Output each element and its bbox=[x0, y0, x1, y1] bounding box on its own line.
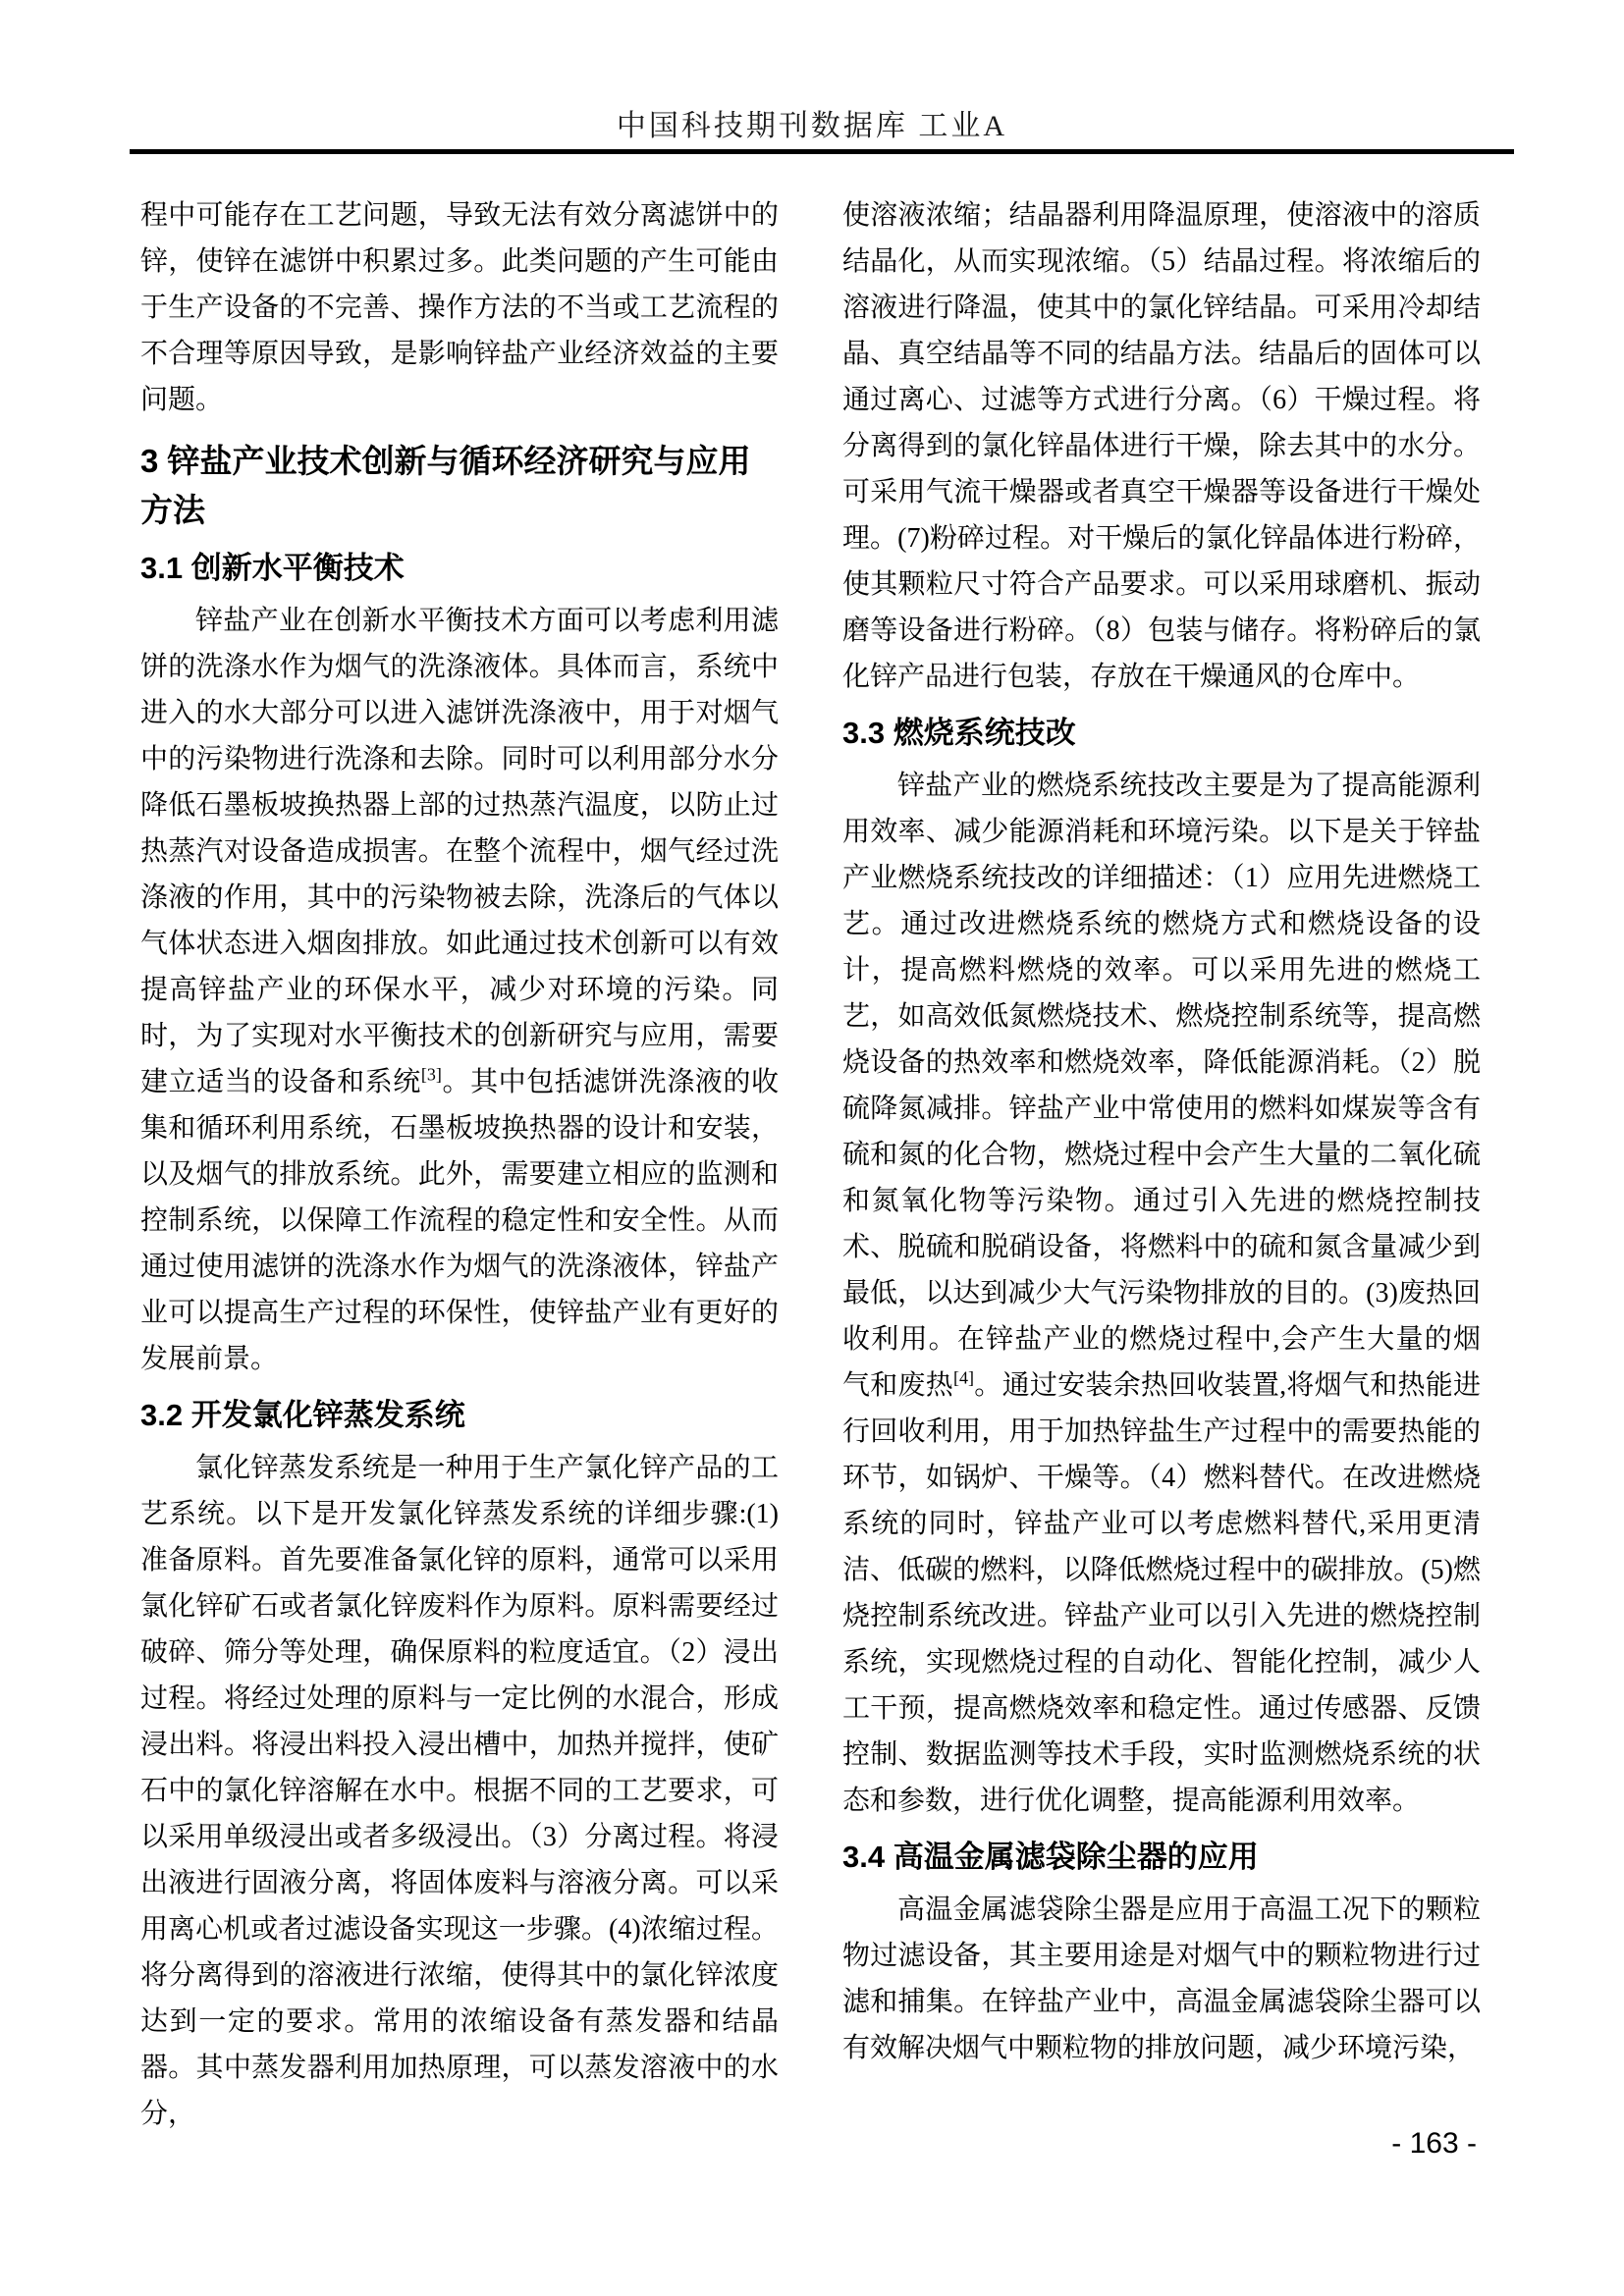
text-run: 3.2 开发氯化锌蒸发系统 bbox=[140, 1398, 465, 1432]
citation-superscript: [4] bbox=[953, 1367, 975, 1388]
text-run: 使溶液浓缩；结晶器利用降温原理，使溶液中的溶质结晶化，从而实现浓缩。（5）结晶过程。将浓缩后的溶液进行降温，使其中的氯化锌结晶。可采用冷却结晶、真空结晶等不同的结晶方法。结晶后的固体可以通过离心、过滤等方式进行分离。（6）干燥过程。将分离得到的氯化锌晶体进行干燥，除去其中的水分。可采用气流干燥器或者真空干燥器等设备进行干燥处理。(7)粉碎过程。对干燥后的氯化锌晶体进行粉碎，使其颗粒尺寸符合产品要求。可以采用球磨机、振动磨等设备进行粉碎。（8）包装与储存。将粉碎后的氯化锌产品进行包装，存放在干燥通风的仓库中。 bbox=[842, 200, 1481, 692]
text-run: 锌盐产业的燃烧系统技改主要是为了提高能源利用效率、减少能源消耗和环境污染。以下是关于锌盐产业燃烧系统技改的详细描述：（1）应用先进燃烧工艺。通过改进燃烧系统的燃烧方式和燃烧设备的设计，提高燃料燃烧的效率。可以采用先进的燃烧工艺，如高效低氮燃烧技术、燃烧控制系统等，提高燃烧设备的热效率和燃烧效率，降低能源消耗。（2）脱硫降氮减排。锌盐产业中常使用的燃料如煤炭等含有硫和氮的化合物，燃烧过程中会产生大量的二氧化硫和氮氧化物等污染物。通过引入先进的燃烧控制技术、脱硫和脱硝设备，将燃料中的硫和氮含量减少到最低，以达到减少大气污染物排放的目的。(3)废热回收利用。在锌盐产业的燃烧过程中,会产生大量的烟气和废热 bbox=[842, 771, 1481, 1401]
paragraph bbox=[140, 598, 779, 1382]
citation-superscript: [3] bbox=[420, 1064, 442, 1085]
text-run: 高温金属滤袋除尘器是应用于高温工况下的颗粒物过滤设备，其主要用途是对烟气中的颗粒物进行过滤和捕集。在锌盐产业中，高温金属滤袋除尘器可以有效解决烟气中颗粒物的排放问题，减少环境污染， bbox=[842, 1895, 1481, 2063]
left-column bbox=[140, 192, 779, 2137]
text-run: 氯化锌蒸发系统是一种用于生产氯化锌产品的工艺系统。以下是开发氯化锌蒸发系统的详细步骤:(1)准备原料。首先要准备氯化锌的原料，通常可以采用氯化锌矿石或者氯化锌废料作为原料。原料需要经过破碎、筛分等处理，确保原料的粒度适宜。（2）浸出过程。将经过处理的原料与一定比例的水混合，形成浸出料。将浸出料投入浸出槽中，加热并搅拌，使矿石中的氯化锌溶解在水中。根据不同的工艺要求，可以采用单级浸出或者多级浸出。（3）分离过程。将浸出液进行固液分离，将固体废料与溶液分离。可以采用离心机或者过滤设备实现这一步骤。(4)浓缩过程。将分离得到的溶液进行浓缩，使得其中的氯化锌浓度达到一定的要求。常用的浓缩设备有蒸发器和结晶器。其中蒸发器利用加热原理，可以蒸发溶液中的水分， bbox=[140, 1453, 779, 2129]
section-heading bbox=[842, 712, 1481, 755]
paragraph bbox=[842, 192, 1481, 700]
text-run: 3.4 高温金属滤袋除尘器的应用 bbox=[842, 1840, 1259, 1874]
right-column bbox=[842, 192, 1481, 2071]
text-run: 。通过安装余热回收装置,将烟气和热能进行回收利用，用于加热锌盐生产过程中的需要热能的环节，如锅炉、干燥等。（4）燃料替代。在改进燃烧系统的同时，锌盐产业可以考虑燃料替代,采用更清洁、低碳的燃料，以降低燃烧过程中的碳排放。(5)燃烧控制系统改进。锌盐产业可以引入先进的燃烧控制系统，实现燃烧过程的自动化、智能化控制，减少人工干预，提高燃烧效率和稳定性。通过传感器、反馈控制、数据监测等技术手段，实时监测燃烧系统的状态和参数，进行优化调整，提高能源利用效率。 bbox=[842, 1370, 1481, 1816]
journal-header: 中国科技期刊数据库 工业A bbox=[616, 110, 1008, 142]
section-heading bbox=[842, 1836, 1481, 1879]
header-rule bbox=[130, 149, 1514, 154]
text-run: 锌盐产业在创新水平衡技术方面可以考虑利用滤饼的洗涤水作为烟气的洗涤液体。具体而言，系统中进入的水大部分可以进入滤饼洗涤液中，用于对烟气中的污染物进行洗涤和去除。同时可以利用部分水分降低石墨板坡换热器上部的过热蒸汽温度，以防止过热蒸汽对设备造成损害。在整个流程中，烟气经过洗涤液的作用，其中的污染物被去除，洗涤后的气体以气体状态进入烟囱排放。如此通过技术创新可以有效提高锌盐产业的环保水平，减少对环境的污染。同时，为了实现对水平衡技术的创新研究与应用，需要建立适当的设备和系统 bbox=[140, 606, 779, 1097]
text-run: 3 锌盐产业技术创新与循环经济研究与应用方法 bbox=[140, 443, 751, 528]
text-run: 程中可能存在工艺问题，导致无法有效分离滤饼中的锌，使锌在滤饼中积累过多。此类问题的产生可能由于生产设备的不完善、操作方法的不当或工艺流程的不合理等原因导致，是影响锌盐产业经济效益的主要问题。 bbox=[140, 200, 779, 415]
paragraph bbox=[140, 192, 779, 423]
section-heading bbox=[140, 547, 779, 590]
paragraph bbox=[842, 763, 1481, 1824]
paragraph bbox=[842, 1887, 1481, 2071]
text-run: 。其中包括滤饼洗涤液的收集和循环利用系统，石墨板坡换热器的设计和安装，以及烟气的排放系统。此外，需要建立相应的监测和控制系统，以保障工作流程的稳定性和安全性。从而通过使用滤饼的洗涤水作为烟气的洗涤液体，锌盐产业可以提高生产过程的环保性，使锌盐产业有更好的发展前景。 bbox=[140, 1067, 779, 1374]
text-run: 3.1 创新水平衡技术 bbox=[140, 551, 405, 585]
paragraph bbox=[140, 1445, 779, 2137]
section-heading bbox=[140, 437, 779, 535]
section-heading bbox=[140, 1394, 779, 1437]
page-number: - 163 - bbox=[1391, 2127, 1477, 2160]
text-run: 3.3 燃烧系统技改 bbox=[842, 716, 1076, 750]
